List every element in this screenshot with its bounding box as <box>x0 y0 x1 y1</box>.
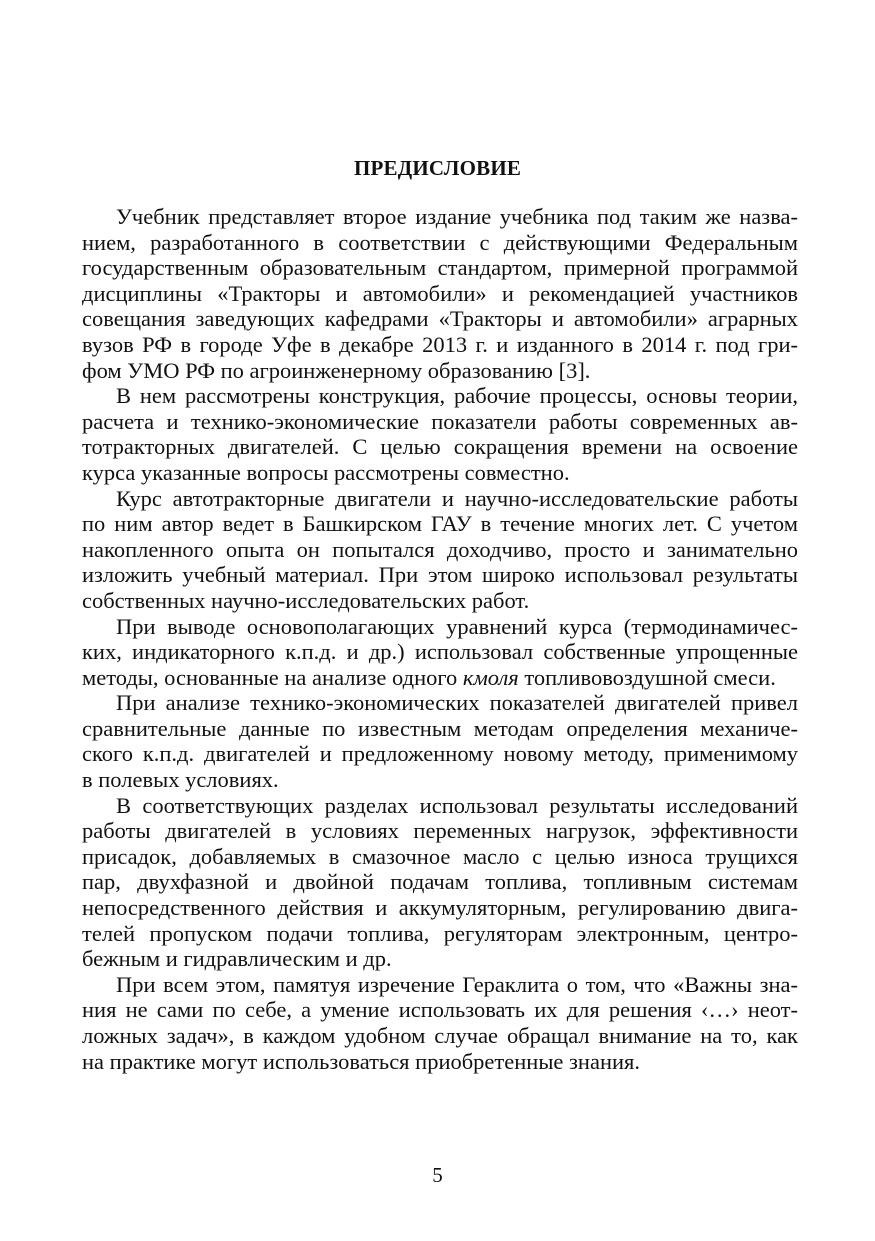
text-line: ких, индикаторного к.п.д. и др.) использовал собственные упрощенные <box>82 639 798 665</box>
text-line: в полевых условиях. <box>82 767 279 793</box>
paragraph-4 <box>82 614 798 691</box>
text-line: присадок, добавляемых в смазочное масло с целью износа трущихся <box>82 843 798 869</box>
text-segment: методы, основанные на анализе одного <box>82 664 463 690</box>
text-line: сравнительные данные по известным методам определения механиче- <box>82 715 798 741</box>
text-line: государственным образовательным стандартом, примерной программой <box>82 255 798 281</box>
text-line: бежным и гидравлическим и др. <box>82 946 392 972</box>
paragraph-1 <box>82 204 798 383</box>
text-line: тотракторных двигателей. С целью сокращения времени на освоение <box>82 434 798 460</box>
text-line: ложных задач», в каждом удобном случае обращал внимание на то, как <box>82 1023 798 1048</box>
text-line: пар, двухфазной и двойной подачам топлива, топливным системам <box>82 869 798 895</box>
text-line: расчета и технико-экономические показатели работы современных ав- <box>82 408 798 434</box>
text-line: накопленного опыта он попытался доходчиво, просто и занимательно <box>82 536 798 562</box>
text-line: работы двигателей в условиях переменных нагрузок, эффективности <box>82 818 798 844</box>
text-line: вузов РФ в городе Уфе в декабре 2013 г. и изданного в 2014 г. под гри- <box>82 331 798 357</box>
text-line: нием, разработанного в соответствии с действующими Федеральным <box>82 229 798 255</box>
paragraph-3 <box>82 486 798 614</box>
paragraph-5 <box>82 690 798 792</box>
text-line: непосредственного действия и аккумуляторным, регулированию двига- <box>82 895 798 921</box>
text-line: ского к.п.д. двигателей и предложенному новому методу, применимому <box>82 741 798 767</box>
text-line: курса указанные вопросы рассмотрены совместно. <box>82 459 570 485</box>
paragraph-7 <box>82 972 798 1074</box>
text-line: собственных научно-исследовательских работ. <box>82 587 530 613</box>
paragraph-6 <box>82 793 798 972</box>
text-line: совещания заведующих кафедрами «Тракторы и автомобили» аграрных <box>82 306 798 332</box>
text-line: телей пропуском подачи топлива, регуляторам электронным, центро- <box>82 920 798 946</box>
text-line: по ним автор ведет в Башкирском ГАУ в течение многих лет. С учетом <box>82 511 798 537</box>
text-line: При всем этом, памятуя изречение Гераклита о том, что «Важны зна- <box>116 971 798 997</box>
italic-term: кмоля <box>462 664 519 690</box>
paragraph-2 <box>82 383 798 485</box>
text-line: В соответствующих разделах использовал результаты исследований <box>116 792 798 818</box>
text-line: Курс автотракторные двигатели и научно-исследовательские работы <box>116 485 798 511</box>
text-line: фом УМО РФ по агроинженерному образованию [3]. <box>82 357 591 383</box>
page-number: 5 <box>432 1163 443 1187</box>
text-line: Учебник представляет второе издание учебника под таким же назва- <box>116 204 798 229</box>
text-line: При анализе технико-экономических показателей двигателей привел <box>116 690 798 716</box>
body-text <box>82 204 798 1074</box>
text-line: изложить учебный материал. При этом широко использовал результаты <box>82 562 798 588</box>
page-title: ПРЕДИСЛОВИЕ <box>353 156 522 180</box>
text-line: на практике могут использоваться приобретенные знания. <box>82 1048 641 1074</box>
text-line: дисциплины «Тракторы и автомобили» и рекомендацией участников <box>82 280 798 306</box>
text-line: ния не сами по себе, а умение использовать их для решения ‹…› неот- <box>82 997 798 1023</box>
text-line: При выводе основополагающих уравнений курса (термодинамичес- <box>116 613 798 639</box>
text-line: В нем рассмотрены конструкция, рабочие процессы, основы теории, <box>116 383 798 409</box>
text-line-with-italic <box>82 665 798 691</box>
text-segment: топливовоздушной смеси. <box>518 664 776 690</box>
